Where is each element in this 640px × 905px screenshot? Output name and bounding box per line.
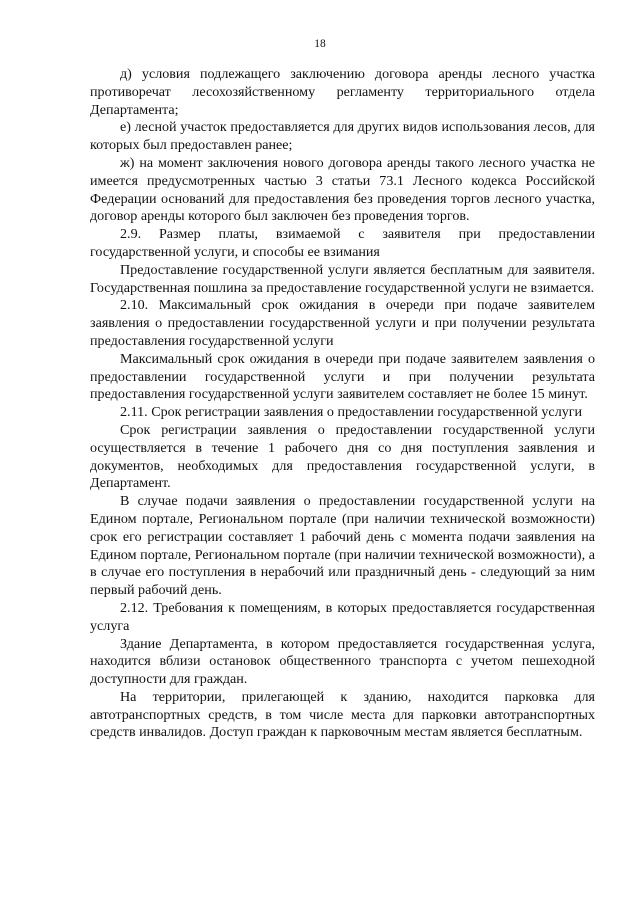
paragraph-item-zh: ж) на момент заключения нового договора аренды такого лесного участка не имеется предусмотренных частью 3 статьи 73.1 Лесного кодекса Российской Федерации оснований для предоставления без проведения торгов лесного участка, договор аренды которого был заключен без проведения торгов. (90, 154, 595, 225)
paragraph-2-10-text: Максимальный срок ожидания в очереди при подаче заявителем заявления о предоставлении государственной услуги и при получении результата предоставления государственной услуги заявителем составляет не более 15 минут. (90, 350, 595, 403)
section-heading-2-10: 2.10. Максимальный срок ожидания в очереди при подаче заявителем заявления о предоставлении государственной услуги и при получении результата предоставления государственной услуги (90, 297, 595, 349)
paragraph-2-11-portal: В случае подачи заявления о предоставлении государственной услуги на Едином портале, Региональном портале (при наличии технической возможности) срок его регистрации составляет 1 рабочий день с момента подачи заявления на Едином портале, Региональном портале (при наличии технической возможности), а в случае его поступления в нерабочий или праздничный день - следующий за ним первый рабочий день. (90, 493, 595, 599)
page-number: 18 (314, 38, 326, 50)
paragraph-item-e: е) лесной участок предоставляется для других видов использования лесов, для которых был предоставлен ранее; (90, 119, 595, 154)
paragraph-item-d: д) условия подлежащего заключению договора аренды лесного участка противоречат лесохозяйственному регламенту территориального отдела Департамента; (90, 66, 595, 118)
section-heading-2-9: 2.9. Размер платы, взимаемой с заявителя при предоставлении государственной услуги, и способы ее взимания (90, 226, 595, 260)
paragraph-2-11-text: Срок регистрации заявления о предоставлении государственной услуги осуществляется в течение 1 рабочего дня со дня поступления заявления и документов, необходимых для предоставления государственной услуги, в Департамент. (90, 421, 595, 492)
section-heading-2-12: 2.12. Требования к помещениям, в которых предоставляется государственная услуга (90, 599, 595, 634)
paragraph-2-12-building: Здание Департамента, в котором предоставляется государственная услуга, находится вблизи остановок общественного транспорта с учетом пешеходной доступности для граждан. (90, 635, 595, 688)
paragraph-2-12-parking: На территории, прилегающей к зданию, находится парковка для автотранспортных средств, в том числе места для парковки автотранспортных средств инвалидов. Доступ граждан к парковочным местам является бесплатным. (90, 688, 595, 741)
paragraph-2-9-text: Предоставление государственной услуги является бесплатным для заявителя. Государственная пошлина за предоставление государственной услуги не взимается. (90, 261, 595, 296)
section-heading-2-11: 2.11. Срок регистрации заявления о предоставлении государственной услуги (120, 404, 583, 421)
document-body (90, 66, 595, 742)
